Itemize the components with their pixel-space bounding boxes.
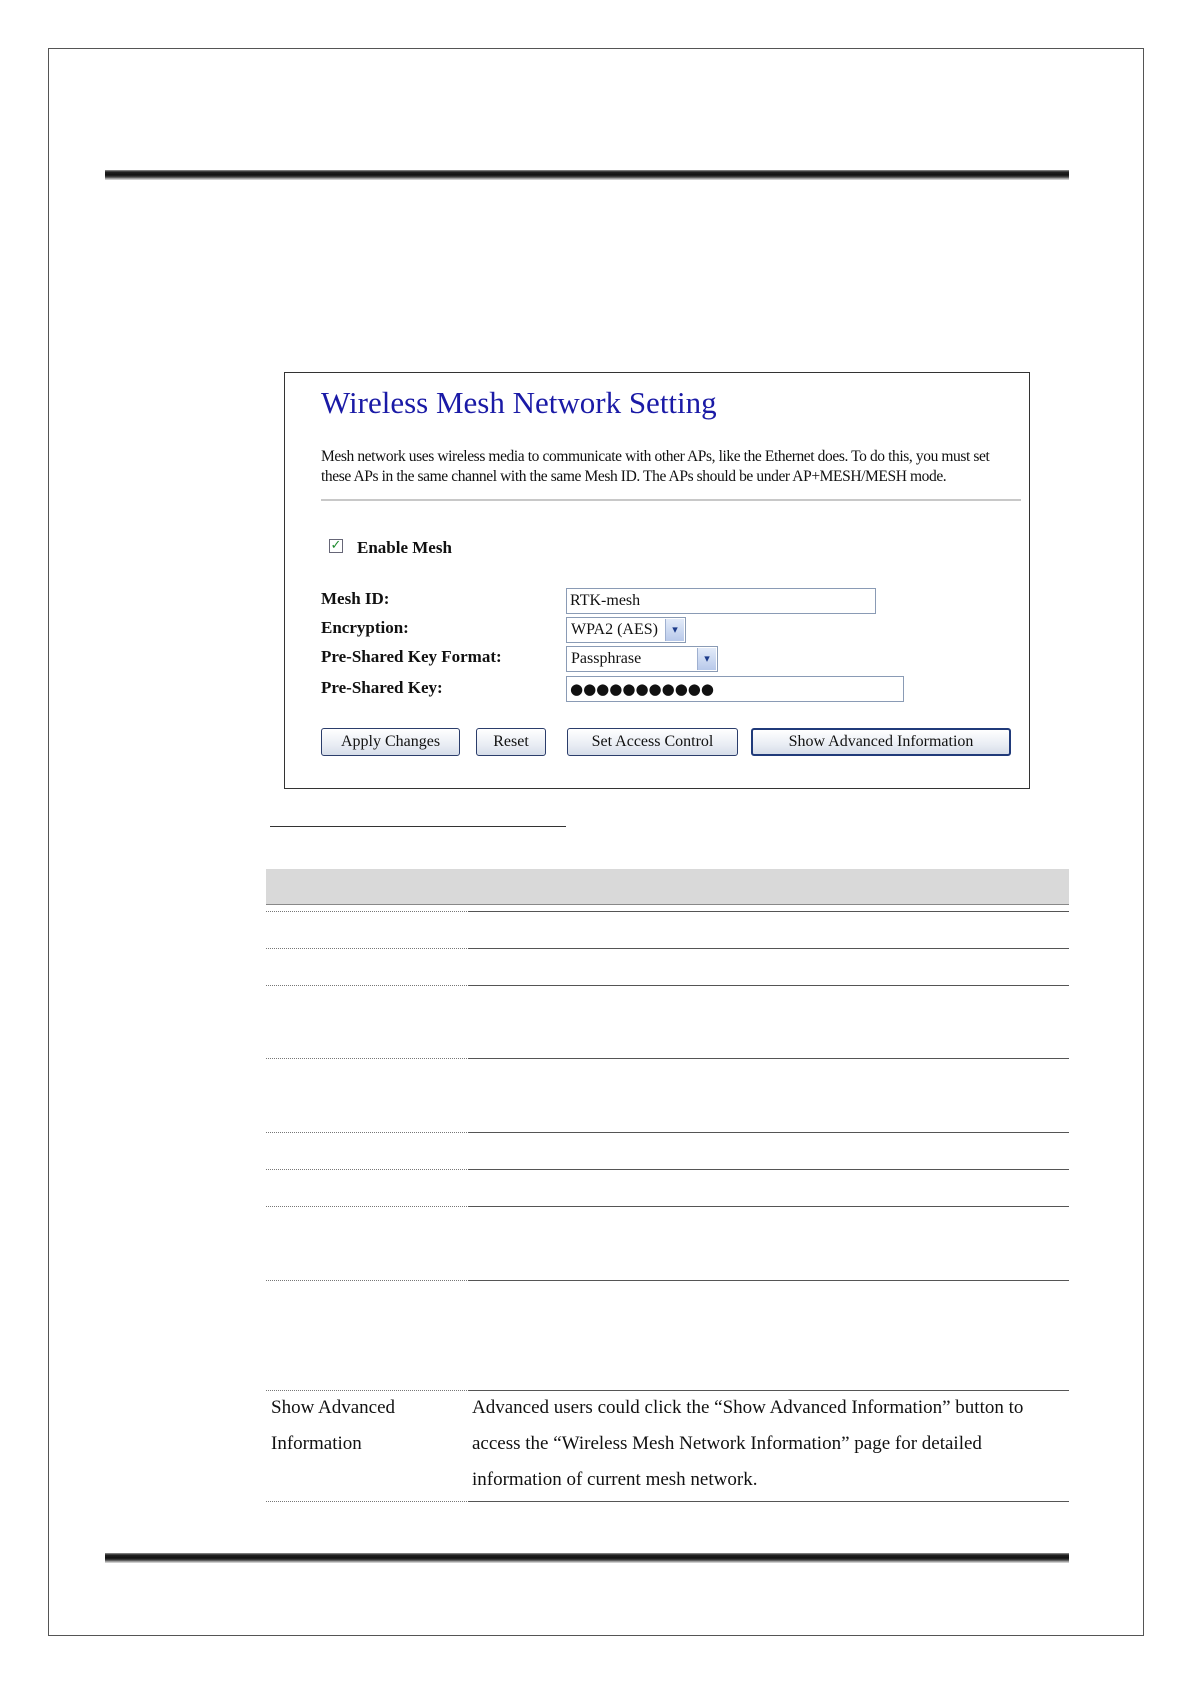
table-row-divider — [266, 1058, 1069, 1059]
table-row-divider — [266, 1132, 1069, 1133]
table-row-divider — [266, 1501, 1069, 1502]
caption-underline — [270, 826, 566, 827]
table-row-divider — [266, 948, 1069, 949]
psk-label: Pre-Shared Key: — [321, 678, 443, 697]
show-advanced-information-button[interactable]: Show Advanced Information — [751, 728, 1011, 756]
table-cell-description: Advanced users could click the “Show Advanced Information” button to access the “Wireless Mesh Network Information” page for detailed information of current mesh network. — [472, 1397, 1024, 1490]
table-row-divider — [266, 911, 1069, 912]
table-row-divider — [266, 1206, 1069, 1207]
enable-mesh-checkbox[interactable]: ✓ — [330, 538, 342, 553]
table-header — [266, 869, 1069, 905]
panel-description: Mesh network uses wireless media to communicate with other APs, like the Ethernet does. To do this, you must set these APs in the same channel with the same Mesh ID. The APs should be under AP+MESH/MESH mode. — [321, 448, 990, 485]
encryption-value: WPA2 (AES) — [571, 621, 658, 638]
footer-rule — [105, 1553, 1069, 1563]
table-cell-name: Show Advanced Information — [271, 1397, 396, 1454]
set-access-control-button[interactable]: Set Access Control — [567, 728, 738, 756]
table-row-divider — [266, 985, 1069, 986]
apply-changes-button[interactable]: Apply Changes — [321, 728, 460, 756]
header-rule — [105, 170, 1069, 180]
psk-format-select[interactable] — [566, 646, 718, 672]
encryption-label: Encryption: — [321, 618, 409, 637]
psk-format-value: Passphrase — [571, 650, 642, 667]
mesh-id-label: Mesh ID: — [321, 589, 390, 608]
psk-format-label: Pre-Shared Key Format: — [321, 647, 502, 666]
enable-mesh-label: Enable Mesh — [357, 538, 452, 557]
divider — [321, 499, 1021, 501]
encryption-select[interactable] — [566, 617, 686, 643]
table-row-divider — [266, 1280, 1069, 1281]
chevron-down-icon: ▾ — [665, 619, 684, 641]
psk-input[interactable]: ●●●●●●●●●●● — [566, 676, 904, 702]
chevron-down-icon: ▾ — [697, 648, 716, 670]
panel-title: Wireless Mesh Network Setting — [321, 385, 717, 420]
screenshot-panel — [284, 372, 1030, 789]
reset-button[interactable]: Reset — [476, 728, 546, 756]
table-row-divider — [266, 1169, 1069, 1170]
mesh-id-input[interactable]: RTK-mesh — [566, 588, 876, 614]
